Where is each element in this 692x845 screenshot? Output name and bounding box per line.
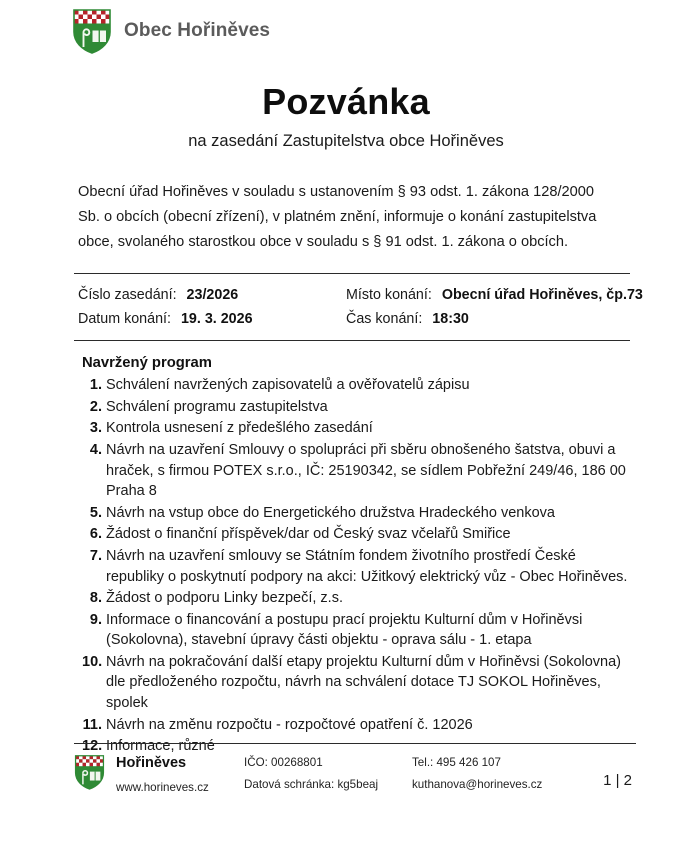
page-number: 1 | 2 xyxy=(603,771,632,789)
detail-value-date: 19. 3. 2026 xyxy=(180,311,253,328)
page-subtitle: na zasedání Zastupitelstva obce Hořiněves xyxy=(188,131,504,150)
program-item: Schválení navržených zapisovatelů a ověřovatelů zápisu xyxy=(106,377,470,394)
detail-row xyxy=(74,307,630,331)
footer-ico: IČO: 00268801 xyxy=(244,755,323,769)
detail-label-time: Čas konání: xyxy=(346,311,423,328)
detail-cell-time xyxy=(346,311,630,327)
detail-cell-date xyxy=(74,311,346,327)
detail-label-number: Číslo zasedání: xyxy=(78,287,177,304)
detail-label-place: Místo konání: xyxy=(346,287,432,304)
program-item: Informace o financování a postupu prací projektu Kulturní dům v Hořiněvsi (Sokolovna), stavební úpravy části objektu - oprava sálu - 1. etapa xyxy=(106,611,583,649)
detail-value-place: Obecní úřad Hořiněves, čp.73 xyxy=(441,287,643,304)
program-list xyxy=(82,375,632,756)
program-item: Návrh na uzavření Smlouvy o spolupráci při sběru obnošeného šatstva, obuvi a hraček, s firmou POTEX s.r.o., IČ: 25190342, se sídlem Pobřežní 249/46, 186 00 Praha 8 xyxy=(106,442,626,500)
organization-name: Obec Hořiněves xyxy=(124,20,271,41)
footer-registration xyxy=(244,753,412,794)
detail-value-time: 18:30 xyxy=(432,311,469,328)
title-block xyxy=(0,82,692,152)
document-footer xyxy=(74,743,636,797)
page-title: Pozvánka xyxy=(262,81,430,122)
meeting-details xyxy=(74,273,643,341)
detail-row xyxy=(74,283,643,307)
program-item: Kontrola usnesení z předešlého zasedání xyxy=(106,420,373,437)
intro-paragraph: Obecní úřad Hořiněves v souladu s ustanovením § 93 odst. 1. zákona 128/2000 Sb. o obcích (obecní zřízení), v platném znění, informuje o konání zastupitelstva obce, svolaného starostkou obce v souladu s § 91 odst. 1. zákona o obcích. xyxy=(78,184,597,251)
footer-pagination xyxy=(564,753,636,789)
footer-phone: Tel.: 495 426 107 xyxy=(412,755,501,769)
coat-of-arms-icon xyxy=(74,754,105,790)
detail-cell-place xyxy=(346,287,643,303)
program-section xyxy=(82,355,632,756)
detail-label-date: Datum konání: xyxy=(78,311,171,328)
document-header xyxy=(0,0,692,54)
program-item: Žádost o podporu Linky bezpečí, z.s. xyxy=(106,590,343,607)
program-item: Žádost o finanční příspěvek/dar od Český svaz včelařů Smiřice xyxy=(106,526,511,543)
program-item: Návrh na uzavření smlouvy se Státním fondem životního prostředí České republiky o poskytnutí podpory na akci: Užitkový elektrický vůz - Obec Hořiněves. xyxy=(106,547,628,585)
footer-contact xyxy=(412,753,564,794)
footer-email[interactable]: kuthanova@horineves.cz xyxy=(412,778,543,792)
detail-value-number: 23/2026 xyxy=(186,287,239,304)
detail-cell-number xyxy=(74,287,346,303)
program-item: Schválení programu zastupitelstva xyxy=(106,398,328,415)
program-item: Návrh na změnu rozpočtu - rozpočtové opatření č. 12026 xyxy=(106,716,473,733)
footer-website[interactable]: www.horineves.cz xyxy=(116,781,209,795)
footer-identity xyxy=(116,753,244,797)
program-item: Informace, různé xyxy=(106,738,215,755)
footer-data-box: Datová schránka: kg5beaj xyxy=(244,778,379,792)
coat-of-arms-icon xyxy=(72,8,112,54)
program-item: Návrh na vstup obce do Energetického družstva Hradeckého venkova xyxy=(106,504,555,521)
program-item: Návrh na pokračování další etapy projektu Kulturní dům v Hořiněvsi (Sokolovna) dle předloženého rozpočtu, návrh na schválení dotace TJ SOKOL Hořiněves, spolek xyxy=(106,653,622,711)
footer-municipality-name: Hořiněves xyxy=(116,754,187,771)
program-heading: Navržený program xyxy=(82,355,212,372)
